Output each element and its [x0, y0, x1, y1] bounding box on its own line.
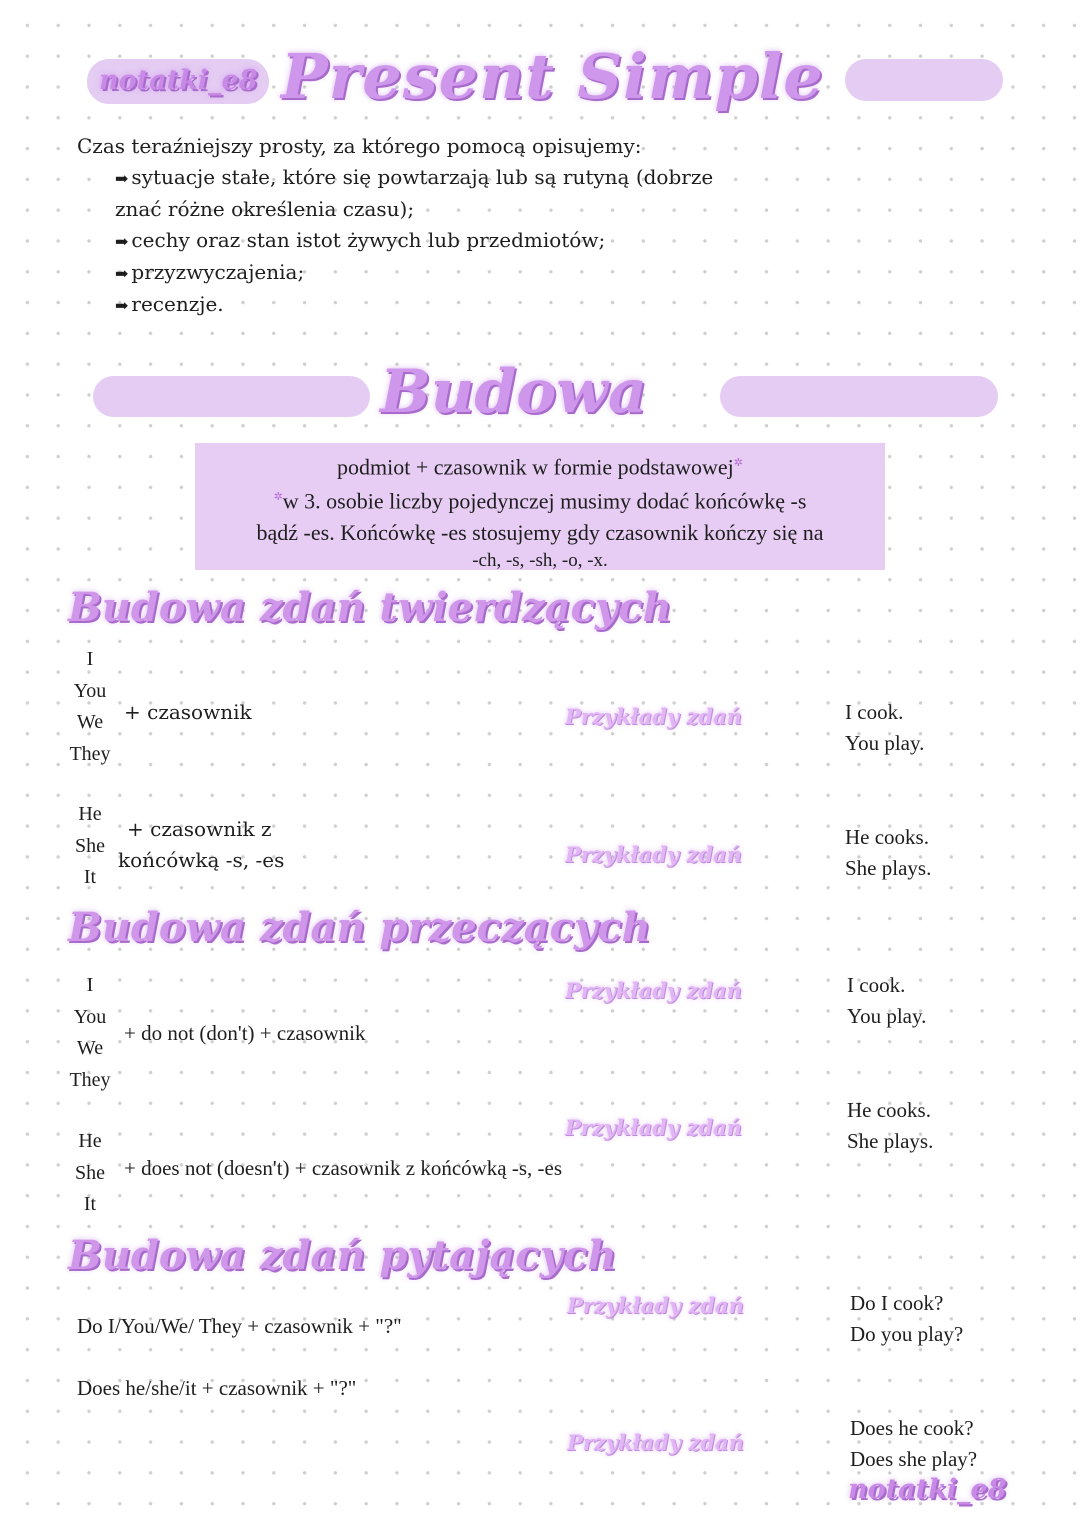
- negative-pronouns-plural: [55, 970, 125, 1096]
- example-sentence: You play.: [845, 731, 925, 755]
- formula-line: + czasownik z: [127, 817, 272, 841]
- intro-list: [115, 162, 713, 321]
- negative-formula-plural: + do not (don't) + czasownik: [124, 1021, 366, 1045]
- affirmative-examples-plural: [845, 697, 924, 759]
- negative-formula-singular: + does not (doesn't) + czasownik z końcówką -s, -es: [124, 1156, 563, 1180]
- arrow-right-icon: ➡: [115, 232, 129, 251]
- pronoun: I: [86, 974, 94, 996]
- footer-brand: notatki_e8: [848, 1474, 1007, 1505]
- header-right-pill: [845, 59, 1003, 101]
- question-examples-singular: [850, 1413, 977, 1475]
- example-sentence: He cooks.: [847, 1098, 931, 1122]
- example-sentence: Does he cook?: [850, 1416, 974, 1440]
- pronoun: They: [69, 1068, 111, 1091]
- rule-line: podmiot + czasownik w formie podstawowej✲: [337, 454, 743, 480]
- examples-label: Przykłady zdań: [567, 1430, 744, 1455]
- negative-pronouns-singular: [55, 1126, 125, 1221]
- examples-label: Przykłady zdań: [565, 1115, 742, 1140]
- pronoun: We: [76, 1037, 104, 1059]
- affirmative-formula-plural: + czasownik: [124, 700, 252, 724]
- intro-item: ➡ recenzje.: [115, 292, 224, 316]
- rule-line: bądź -es. Końcówkę -es stosujemy gdy czasownik kończy się na: [256, 519, 824, 545]
- example-sentence: Does she play?: [850, 1447, 978, 1471]
- pronoun: They: [69, 742, 111, 765]
- formula-line: końcówką -s, -es: [118, 848, 285, 872]
- affirmative-pronouns-singular: [55, 799, 125, 894]
- examples-label: Przykłady zdań: [565, 978, 742, 1003]
- pronoun: He: [78, 803, 102, 825]
- example-sentence: She plays.: [847, 1129, 934, 1153]
- budowa-right-pill: [720, 376, 998, 417]
- arrow-right-icon: ➡: [115, 296, 129, 315]
- page-title: Present Simple: [281, 40, 824, 113]
- intro-item-continued: znać różne określenia czasu);: [115, 197, 415, 221]
- intro-item: ➡ przyzwyczajenia;: [115, 260, 305, 284]
- brand-label: notatki_e8: [99, 65, 258, 96]
- intro-lead: Czas teraźniejszy prosty, za którego pomocą opisujemy:: [77, 134, 642, 158]
- pronoun: It: [83, 866, 97, 888]
- pronoun: I: [86, 648, 94, 670]
- examples-label: Przykłady zdań: [565, 704, 742, 729]
- example-sentence: I cook.: [847, 973, 906, 997]
- pronoun: She: [75, 834, 105, 857]
- question-formula-plural: Do I/You/We/ They + czasownik + "?": [77, 1314, 402, 1338]
- pronoun: You: [73, 1005, 107, 1028]
- rule-line: -ch, -s, -sh, -o, -x.: [472, 549, 608, 571]
- pronoun: You: [73, 679, 107, 702]
- affirmative-examples-singular: [845, 822, 931, 884]
- pronoun: It: [83, 1193, 97, 1215]
- example-sentence: Do you play?: [850, 1322, 964, 1346]
- example-sentence: You play.: [847, 1004, 927, 1028]
- pronoun: He: [78, 1130, 102, 1152]
- examples-label: Przykłady zdań: [567, 1293, 744, 1318]
- question-formula-singular: Does he/she/it + czasownik + "?": [77, 1376, 357, 1400]
- example-sentence: Do I cook?: [850, 1291, 944, 1315]
- arrow-right-icon: ➡: [115, 169, 129, 188]
- negative-examples-plural: [847, 970, 926, 1032]
- question-examples-plural: [850, 1288, 963, 1350]
- pronoun: She: [75, 1161, 105, 1184]
- budowa-left-pill: [93, 376, 370, 417]
- rule-line: ✲w 3. osobie liczby pojedynczej musimy dodać końcówkę -s: [273, 488, 807, 514]
- questions-heading: Budowa zdań pytających: [68, 1232, 617, 1279]
- star-icon: ✲: [273, 491, 283, 504]
- arrow-right-icon: ➡: [115, 264, 129, 283]
- examples-label: Przykłady zdań: [565, 842, 742, 867]
- rule-box: [195, 443, 885, 570]
- star-icon: ✲: [733, 457, 743, 469]
- budowa-heading: Budowa: [380, 357, 647, 427]
- example-sentence: He cooks.: [845, 825, 929, 849]
- example-sentence: I cook.: [845, 700, 904, 724]
- intro-item: ➡ sytuacje stałe, które się powtarzają lub są rutyną (dobrze: [115, 165, 714, 189]
- example-sentence: She plays.: [845, 856, 932, 880]
- affirmative-heading: Budowa zdań twierdzących: [68, 584, 672, 631]
- pronoun: We: [76, 711, 104, 733]
- negative-heading: Budowa zdań przeczących: [68, 904, 651, 951]
- intro-item: ➡ cechy oraz stan istot żywych lub przedmiotów;: [115, 228, 606, 252]
- affirmative-pronouns-plural: [55, 644, 125, 770]
- affirmative-formula-singular: [118, 814, 284, 876]
- negative-examples-singular: [847, 1095, 933, 1157]
